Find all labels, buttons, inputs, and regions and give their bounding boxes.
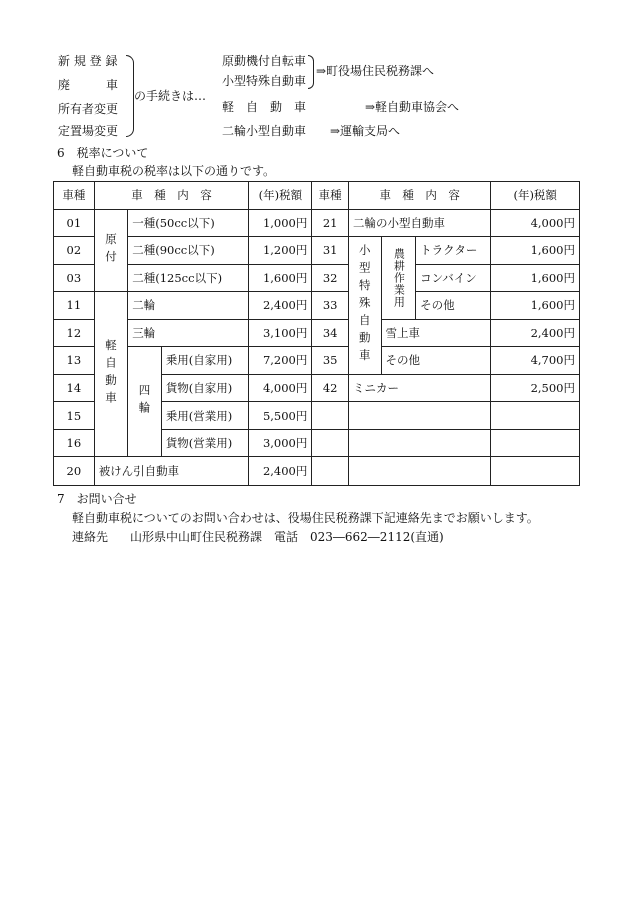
table-row bbox=[54, 292, 580, 320]
section6-intro: 軽自動車税の税率は以下の通りです。 bbox=[72, 164, 276, 178]
procedure-middle-text: の手続きは… bbox=[134, 89, 207, 103]
header-type-left: 車種 bbox=[54, 182, 95, 210]
tax-cell: 2,500円 bbox=[491, 374, 580, 402]
section7-body: 軽自動車税についてのお問い合わせは、役場住民税務課下記連絡先までお願いします。 bbox=[72, 511, 539, 525]
tax-cell: 5,500円 bbox=[249, 402, 312, 430]
contact-label: 連絡先 bbox=[72, 530, 109, 544]
tax-cell: 2,400円 bbox=[249, 457, 312, 486]
table-row bbox=[54, 209, 580, 237]
header-content-right: 車 種 内 容 bbox=[348, 182, 490, 210]
empty-cell bbox=[491, 457, 580, 486]
vehicle-moped: 原動機付自転車 bbox=[222, 54, 307, 68]
tax-cell: 2,400円 bbox=[491, 319, 580, 347]
item-cell: その他 bbox=[416, 292, 491, 320]
item-cell: トラクター bbox=[416, 237, 491, 265]
code-cell: 11 bbox=[54, 292, 95, 320]
group-noko: 農耕作業用 bbox=[381, 237, 416, 320]
group-kei: 軽自動車 bbox=[94, 292, 128, 457]
header-type-right: 車種 bbox=[312, 182, 349, 210]
item-cell: 二種(90cc以下) bbox=[128, 237, 249, 265]
item-cell: その他 bbox=[381, 347, 491, 375]
procedure-location-change: 定置場変更 bbox=[58, 124, 119, 138]
tax-cell: 2,400円 bbox=[249, 292, 312, 320]
tax-cell: 4,000円 bbox=[491, 209, 580, 237]
table-header-row bbox=[54, 182, 580, 210]
code-cell: 21 bbox=[312, 209, 349, 237]
code-cell: 12 bbox=[54, 319, 95, 347]
procedure-scrap: 廃 車 bbox=[58, 78, 119, 92]
tax-cell: 7,200円 bbox=[249, 347, 312, 375]
empty-cell bbox=[348, 402, 490, 430]
tax-cell: 1,600円 bbox=[249, 264, 312, 292]
procedure-new-registration: 新 規 登 録 bbox=[58, 54, 118, 68]
item-cell: 被けん引自動車 bbox=[94, 457, 249, 486]
dest-kei-association: ⇒軽自動車協会へ bbox=[365, 100, 460, 114]
right-brace bbox=[308, 55, 314, 89]
empty-cell bbox=[491, 402, 580, 430]
table-row bbox=[54, 457, 580, 486]
tax-cell: 4,700円 bbox=[491, 347, 580, 375]
empty-cell bbox=[312, 457, 349, 486]
table-row bbox=[54, 237, 580, 265]
procedure-owner-change: 所有者変更 bbox=[58, 102, 119, 116]
table-row bbox=[54, 264, 580, 292]
code-cell: 03 bbox=[54, 264, 95, 292]
section7-heading: 7 お問い合せ bbox=[57, 492, 137, 506]
tax-cell: 3,000円 bbox=[249, 429, 312, 457]
code-cell: 33 bbox=[312, 292, 349, 320]
code-cell: 34 bbox=[312, 319, 349, 347]
empty-cell bbox=[348, 457, 490, 486]
group-kogata-tokushu: 小型特殊自動車 bbox=[348, 237, 381, 375]
item-cell: 一種(50cc以下) bbox=[128, 209, 249, 237]
tax-cell: 3,100円 bbox=[249, 319, 312, 347]
header-content-left: 車 種 内 容 bbox=[94, 182, 249, 210]
code-cell: 02 bbox=[54, 237, 95, 265]
code-cell: 42 bbox=[312, 374, 349, 402]
tax-cell: 1,000円 bbox=[249, 209, 312, 237]
item-cell: 乗用(自家用) bbox=[161, 347, 249, 375]
code-cell: 01 bbox=[54, 209, 95, 237]
tax-cell: 1,600円 bbox=[491, 237, 580, 265]
item-cell: 三輪 bbox=[128, 319, 249, 347]
vehicle-kei: 軽 自 動 車 bbox=[222, 100, 307, 114]
contact-value: 山形県中山町住民税務課 電話 023―662―2112(直通) bbox=[130, 530, 444, 544]
section6-heading: 6 税率について bbox=[57, 146, 149, 160]
empty-cell bbox=[312, 402, 349, 430]
group-gentsuki: 原付 bbox=[94, 209, 128, 292]
code-cell: 35 bbox=[312, 347, 349, 375]
vehicle-small-special: 小型特殊自動車 bbox=[222, 74, 307, 88]
item-cell: 貨物(営業用) bbox=[161, 429, 249, 457]
left-brace bbox=[126, 55, 134, 137]
empty-cell bbox=[312, 429, 349, 457]
tax-cell: 1,600円 bbox=[491, 264, 580, 292]
table-row bbox=[54, 347, 580, 375]
code-cell: 20 bbox=[54, 457, 95, 486]
item-cell: 二輪 bbox=[128, 292, 249, 320]
empty-cell bbox=[348, 429, 490, 457]
header-tax-right: (年)税額 bbox=[491, 182, 580, 210]
vehicle-motorcycle: 二輪小型自動車 bbox=[222, 124, 307, 138]
tax-cell: 4,000円 bbox=[249, 374, 312, 402]
tax-rate-table bbox=[53, 181, 580, 486]
code-cell: 32 bbox=[312, 264, 349, 292]
code-cell: 16 bbox=[54, 429, 95, 457]
tax-cell: 1,600円 bbox=[491, 292, 580, 320]
code-cell: 15 bbox=[54, 402, 95, 430]
item-cell: ミニカー bbox=[348, 374, 490, 402]
group-yonrin: 四輪 bbox=[128, 347, 162, 457]
item-cell: 乗用(営業用) bbox=[161, 402, 249, 430]
item-cell: 雪上車 bbox=[381, 319, 491, 347]
item-cell: 貨物(自家用) bbox=[161, 374, 249, 402]
code-cell: 14 bbox=[54, 374, 95, 402]
table-row bbox=[54, 319, 580, 347]
dest-town-office: ⇒町役場住民税務課へ bbox=[316, 64, 435, 78]
item-cell: コンバイン bbox=[416, 264, 491, 292]
item-cell: 二輪の小型自動車 bbox=[348, 209, 490, 237]
item-cell: 二種(125cc以下) bbox=[128, 264, 249, 292]
empty-cell bbox=[491, 429, 580, 457]
header-tax-left: (年)税額 bbox=[249, 182, 312, 210]
tax-cell: 1,200円 bbox=[249, 237, 312, 265]
dest-transport-bureau: ⇒運輸支局へ bbox=[330, 124, 401, 138]
code-cell: 13 bbox=[54, 347, 95, 375]
code-cell: 31 bbox=[312, 237, 349, 265]
